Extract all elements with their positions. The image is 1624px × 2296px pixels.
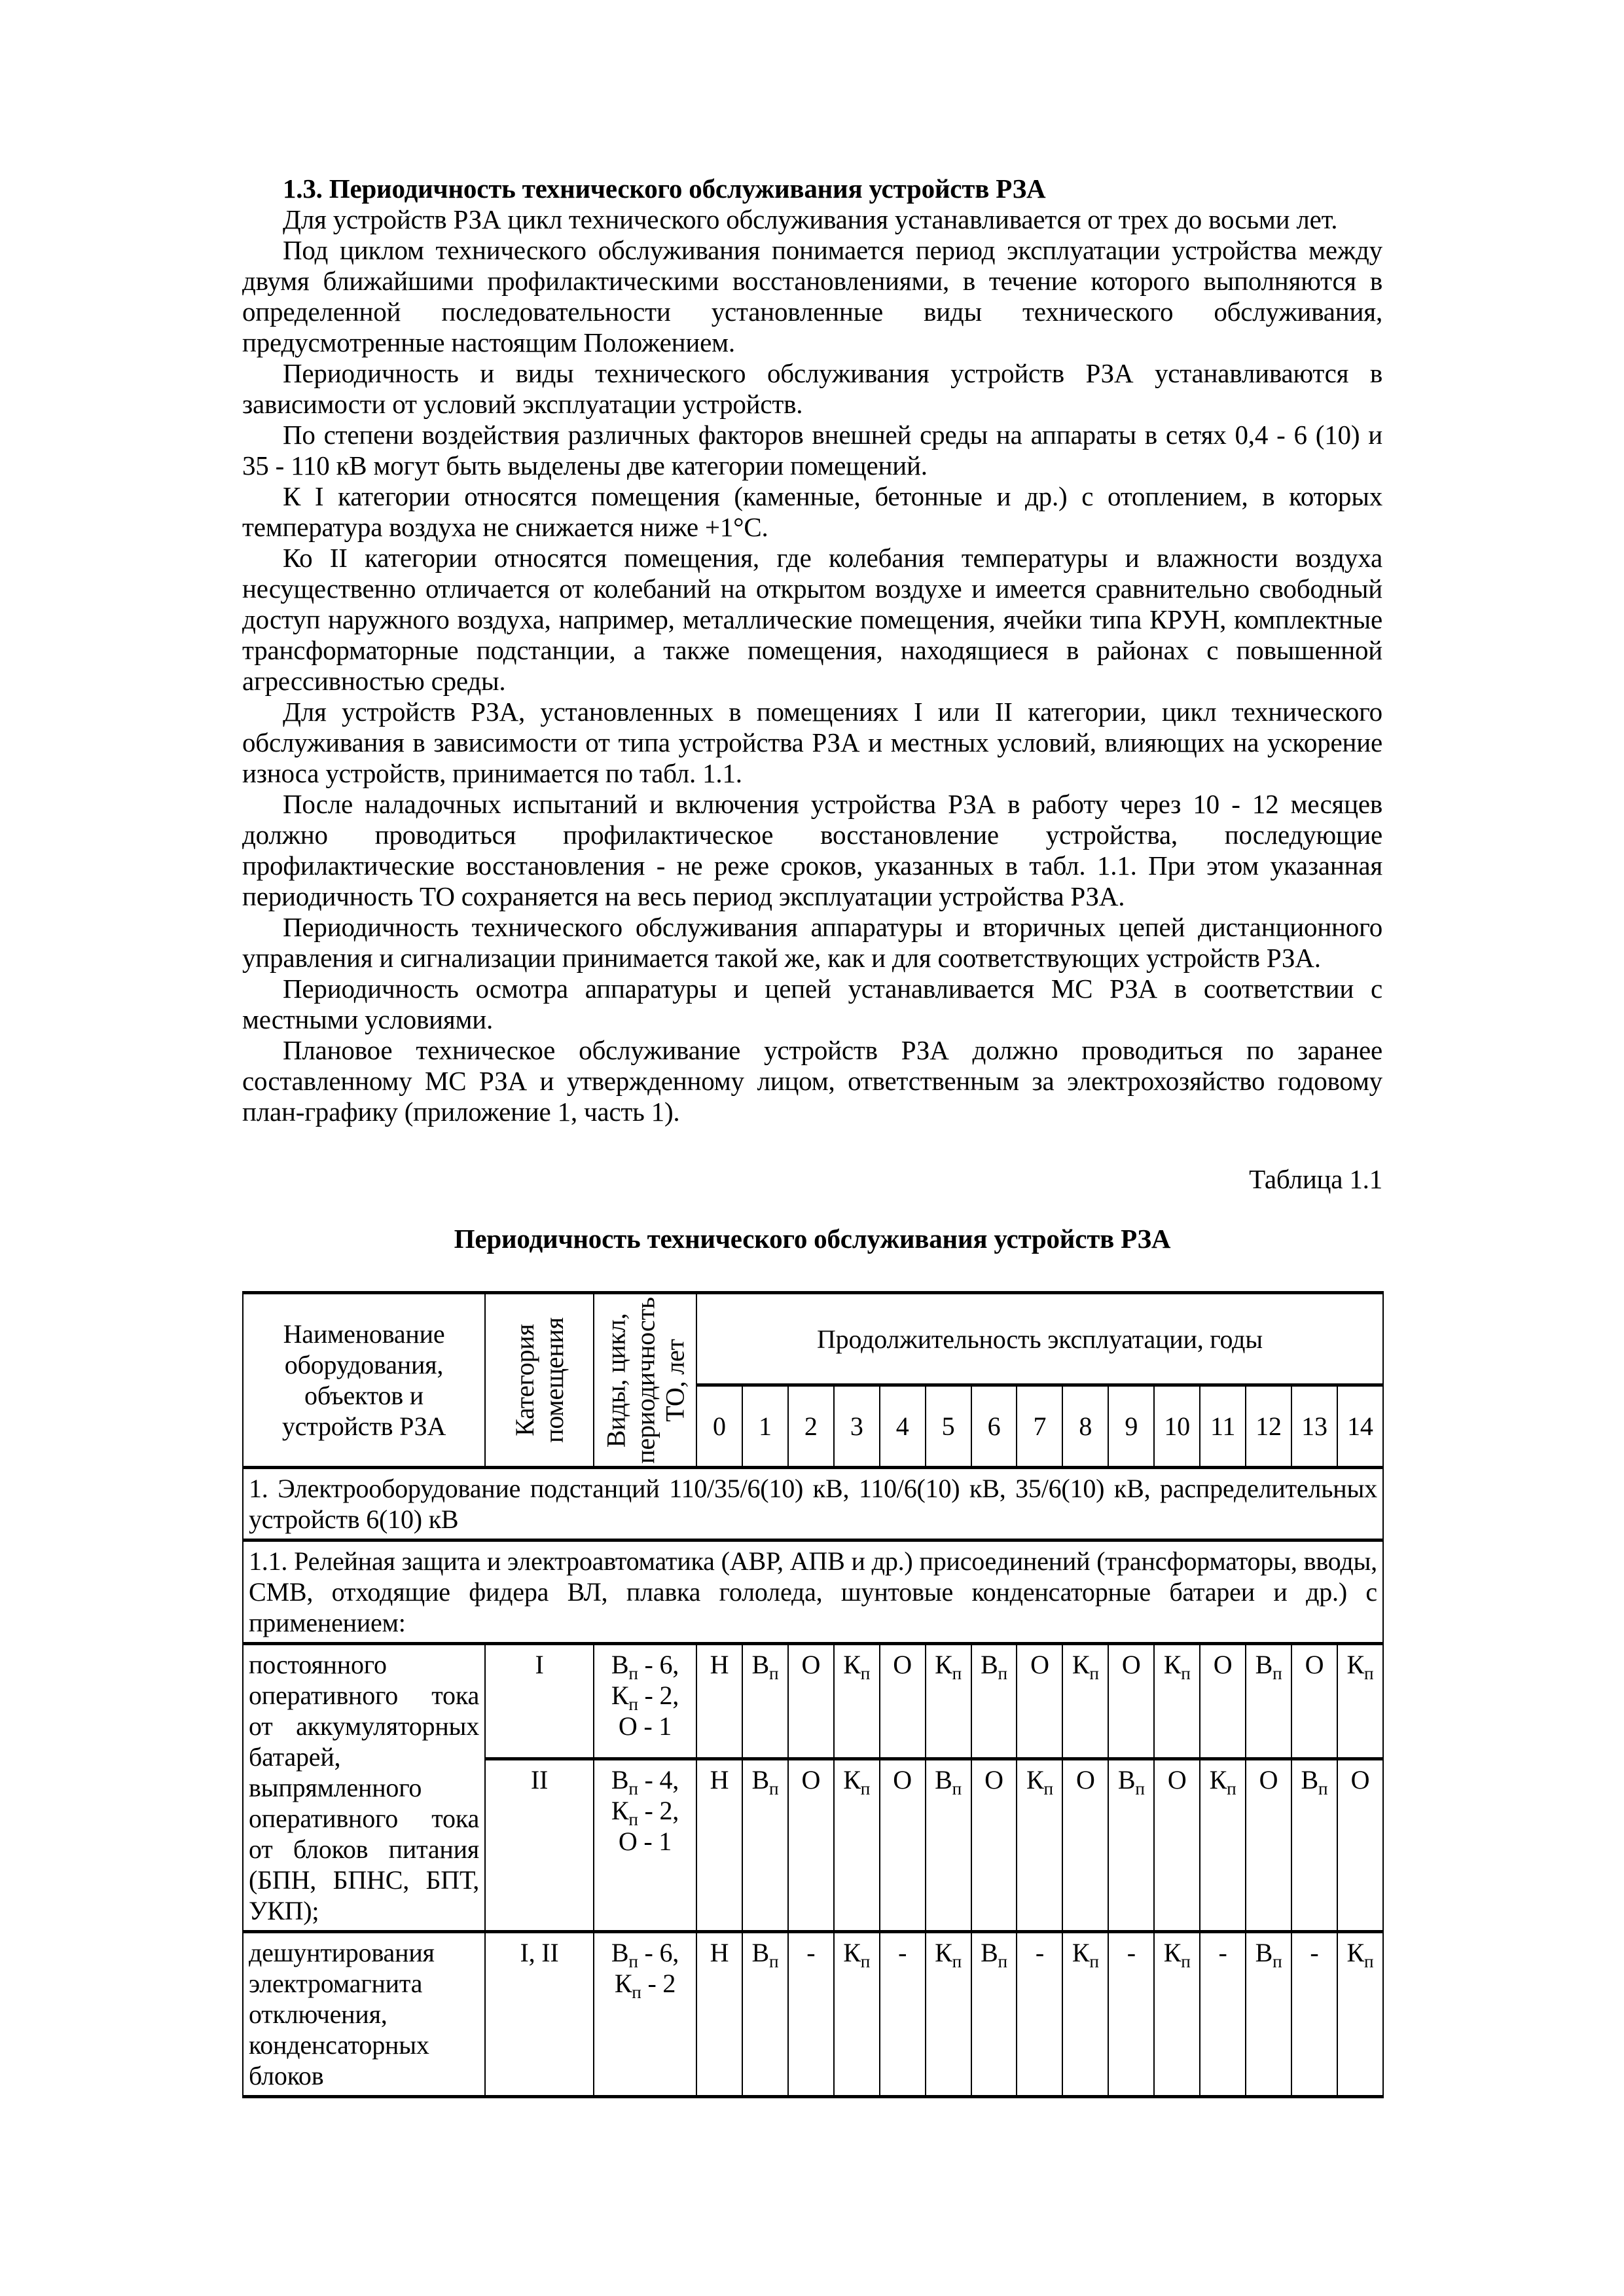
cycle-cell: $В_п - 6$, $К_п - 2$ xyxy=(594,1932,696,2097)
schedule-cell: $В_п$ xyxy=(1246,1644,1291,1759)
header-duration-cell: Продолжительность эксплуатации, годы xyxy=(696,1293,1383,1385)
schedule-cell: Н xyxy=(696,1759,742,1932)
schedule-cell: $К_п$ xyxy=(1062,1932,1108,2097)
schedule-cell: О xyxy=(1291,1644,1337,1759)
rotated-text-wrapper xyxy=(491,1298,588,1462)
schedule-cell: Н xyxy=(696,1644,742,1759)
schedule-cell: - xyxy=(1017,1932,1062,2097)
schedule-cell: $В_п$ xyxy=(1246,1932,1291,2097)
schedule-cell: $В_п$ xyxy=(742,1932,788,2097)
year-header-cell: 0 xyxy=(696,1385,742,1468)
table-caption: Таблица 1.1 xyxy=(1249,1164,1382,1194)
cycle-cell: $В_п - 6$, $К_п - 2$, О - 1 xyxy=(594,1644,696,1759)
header-category-label: Категория помещения xyxy=(510,1317,569,1443)
schedule-cell: $В_п$ xyxy=(971,1932,1017,2097)
year-header-cell: 3 xyxy=(834,1385,880,1468)
paragraph: Для устройств РЗА цикл технического обслуживания устанавливается от трех до восьми лет. xyxy=(283,204,1338,234)
schedule-cell: $К_п$ xyxy=(1337,1932,1383,2097)
schedule-cell: $В_п$ xyxy=(742,1759,788,1932)
schedule-cell: О xyxy=(1017,1644,1062,1759)
header-cycle-cell xyxy=(594,1293,696,1468)
schedule-cell: $К_п$ xyxy=(1154,1932,1200,2097)
schedule-cell: О xyxy=(1200,1644,1246,1759)
paragraph: Периодичность осмотра аппаратуры и цепей устанавливается МС РЗА в соответствии с местными условиями. xyxy=(242,974,1382,1034)
paragraph: Под циклом технического обслуживания понимается период эксплуатации устройства между двумя ближайшими профилактическими восстановлениями, в течение которого выполняются в определенной последовательности установленные виды технического обслуживания, предусмотренные настоящим Положением. xyxy=(242,235,1382,357)
rotated-text-wrapper xyxy=(600,1298,691,1462)
section-row-cell: 1.1. Релейная защита и электроавтоматика (АВР, АПВ и др.) присоединений (трансформаторы, вводы, СМВ, отходящие фидера ВЛ, плавка гололеда, шунтовые конденсаторные батареи и др.) с применением: xyxy=(243,1540,1383,1644)
schedule-cell: $В_п$ xyxy=(971,1644,1017,1759)
header-row xyxy=(243,1293,1383,1385)
data-row xyxy=(243,1644,1383,1759)
equipment-name-cell: постоянного оперативного тока от аккумуляторных батарей, выпрямленного оперативного тока от блоков питания (БПН, БПНС, БПТ, УКП); xyxy=(243,1644,485,1932)
schedule-cell: О xyxy=(880,1644,926,1759)
schedule-cell: О xyxy=(1246,1759,1291,1932)
paragraph: После наладочных испытаний и включения устройства РЗА в работу через 10 - 12 месяцев должно проводиться профилактическое восстановление устройства, последующие профилактические восстановления - не реже сроков, указанных в табл. 1.1. При этом указанная периодичность ТО сохраняется на весь период эксплуатации устройства РЗА. xyxy=(242,789,1382,911)
year-header-cell: 7 xyxy=(1017,1385,1062,1468)
schedule-cell: О xyxy=(788,1644,834,1759)
header-cycle-label: Виды, цикл, периодичность ТО, лет xyxy=(601,1296,689,1464)
schedule-cell: О xyxy=(788,1759,834,1932)
schedule-cell: - xyxy=(1200,1932,1246,2097)
category-cell: II xyxy=(485,1759,594,1932)
category-cell: I, II xyxy=(485,1932,594,2097)
section-heading: 1.3. Периодичность технического обслуживания устройств РЗА xyxy=(283,173,1046,204)
schedule-cell: - xyxy=(1291,1932,1337,2097)
schedule-cell: О xyxy=(1062,1759,1108,1932)
year-header-cell: 5 xyxy=(926,1385,971,1468)
schedule-cell: $К_п$ xyxy=(1154,1644,1200,1759)
table-title: Периодичность технического обслуживания устройств РЗА xyxy=(454,1224,1171,1254)
year-header-cell: 6 xyxy=(971,1385,1017,1468)
category-cell: I xyxy=(485,1644,594,1759)
header-name-cell: Наименование оборудования, объектов и устройств РЗА xyxy=(243,1293,485,1468)
schedule-cell: $К_п$ xyxy=(834,1759,880,1932)
schedule-cell: $В_п$ xyxy=(1291,1759,1337,1932)
year-header-cell: 14 xyxy=(1337,1385,1383,1468)
schedule-cell: О xyxy=(1108,1644,1154,1759)
schedule-cell: $В_п$ xyxy=(742,1644,788,1759)
schedule-cell: $К_п$ xyxy=(834,1932,880,2097)
year-header-cell: 4 xyxy=(880,1385,926,1468)
schedule-cell: Н xyxy=(696,1932,742,2097)
body-paragraphs xyxy=(242,204,1382,1127)
section-row xyxy=(243,1540,1383,1644)
year-header-cell: 12 xyxy=(1246,1385,1291,1468)
schedule-cell: О xyxy=(971,1759,1017,1932)
schedule-cell: О xyxy=(880,1759,926,1932)
schedule-cell: $К_п$ xyxy=(1017,1759,1062,1932)
schedule-cell: $В_п$ xyxy=(1108,1759,1154,1932)
paragraph: Периодичность и виды технического обслуживания устройств РЗА устанавливаются в зависимости от условий эксплуатации устройств. xyxy=(242,358,1382,419)
year-header-cell: 11 xyxy=(1200,1385,1246,1468)
year-header-cell: 10 xyxy=(1154,1385,1200,1468)
schedule-cell: - xyxy=(880,1932,926,2097)
schedule-cell: О xyxy=(1154,1759,1200,1932)
schedule-cell: $К_п$ xyxy=(834,1644,880,1759)
schedule-cell: $К_п$ xyxy=(1200,1759,1246,1932)
maintenance-table xyxy=(242,1291,1384,2098)
schedule-cell: - xyxy=(788,1932,834,2097)
year-header-cell: 8 xyxy=(1062,1385,1108,1468)
paragraph: К I категории относятся помещения (каменные, бетонные и др.) с отоплением, в которых температура воздуха не снижается ниже +1°С. xyxy=(242,481,1382,542)
section-row xyxy=(243,1468,1383,1540)
schedule-cell: $К_п$ xyxy=(926,1932,971,2097)
year-header-cell: 13 xyxy=(1291,1385,1337,1468)
header-category-cell xyxy=(485,1293,594,1468)
schedule-cell: $К_п$ xyxy=(926,1644,971,1759)
paragraph: Ко II категории относятся помещения, где колебания температуры и влажности воздуха несущественно отличается от колебаний на открытом воздухе и имеется сравнительно свободный доступ наружного воздуха, например, металлические помещения, ячейки типа КРУН, комплектные трансформаторные подстанции, а также помещения, находящиеся в районах с повышенной агрессивностью среды. xyxy=(242,543,1382,696)
cycle-cell: $В_п - 4$, $К_п - 2$, О - 1 xyxy=(594,1759,696,1932)
schedule-cell: $В_п$ xyxy=(926,1759,971,1932)
schedule-cell: - xyxy=(1108,1932,1154,2097)
equipment-name-cell: дешунтирования электромагнита отключения, конденсаторных блоков xyxy=(243,1932,485,2097)
paragraph: Плановое техническое обслуживание устройств РЗА должно проводиться по заранее составленному МС РЗА и утвержденному лицом, ответственным за электрохозяйство годовому план-графику (приложение 1, часть 1). xyxy=(242,1035,1382,1127)
schedule-cell: $К_п$ xyxy=(1062,1644,1108,1759)
data-row xyxy=(243,1932,1383,2097)
year-header-cell: 9 xyxy=(1108,1385,1154,1468)
year-header-cell: 1 xyxy=(742,1385,788,1468)
paragraph: По степени воздействия различных факторов внешней среды на аппараты в сетях 0,4 - 6 (10) и 35 - 110 кВ могут быть выделены две категории помещений. xyxy=(242,420,1382,481)
section-row-cell: 1. Электрооборудование подстанций 110/35/6(10) кВ, 110/6(10) кВ, 35/6(10) кВ, распределительных устройств 6(10) кВ xyxy=(243,1468,1383,1540)
schedule-cell: $К_п$ xyxy=(1337,1644,1383,1759)
paragraph: Периодичность технического обслуживания аппаратуры и вторичных цепей дистанционного управления и сигнализации принимается такой же, как и для соответствующих устройств РЗА. xyxy=(242,912,1382,973)
year-header-cell: 2 xyxy=(788,1385,834,1468)
schedule-cell: О xyxy=(1337,1759,1383,1932)
paragraph: Для устройств РЗА, установленных в помещениях I или II категории, цикл технического обслуживания в зависимости от типа устройства РЗА и местных условий, влияющих на ускорение износа устройств, принимается по табл. 1.1. xyxy=(242,697,1382,788)
